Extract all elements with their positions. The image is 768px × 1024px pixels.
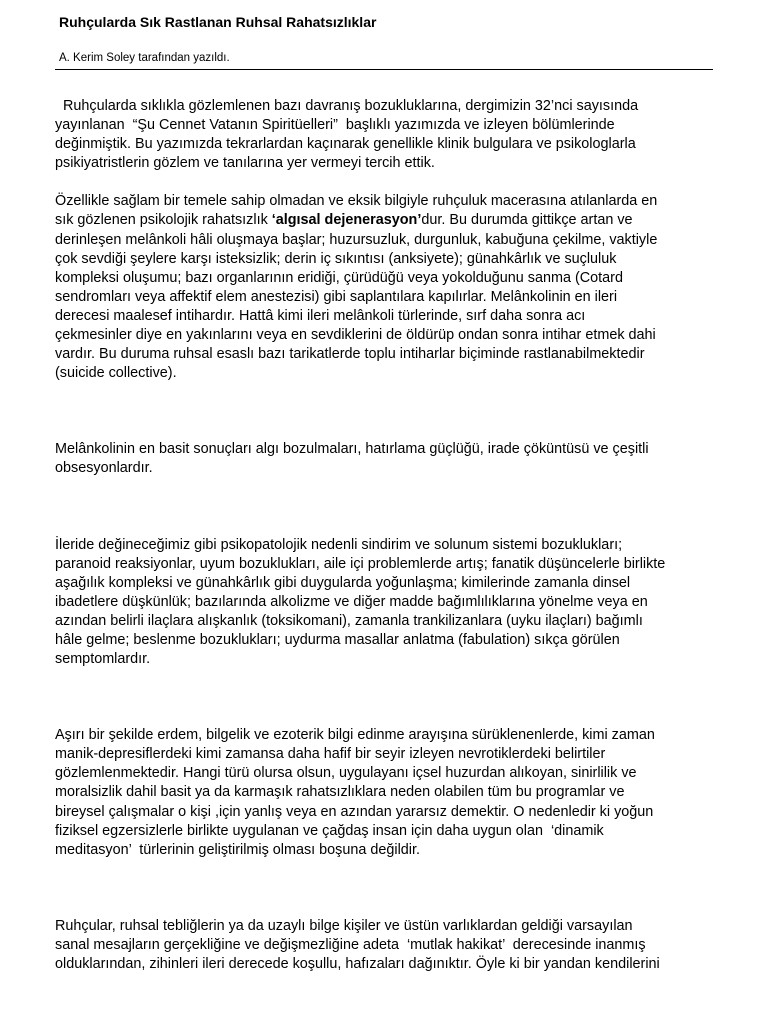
text-line: çok sevdiği şeylere karşı isteksizlik; derin iç sıkıntısı (anksiyete); günahkârlık ve suçluluk [55, 250, 617, 267]
document-title: Ruhçularda Sık Rastlanan Ruhsal Rahatsızlıklar [59, 14, 377, 30]
text-line: yayınlanan “Şu Cennet Vatanın Spiritüelleri” başlıklı yazımızda ve izleyen bölümlerinde [55, 117, 615, 134]
text-line: azından belirli ilaçlara alışkanlık (toksikomani), zamanla trankilizanlara (uyku ilaçları) bağımlı [55, 612, 643, 629]
text-line: (suicide collective). [55, 365, 177, 382]
text-line: moralsizlik dahil basit ya da karmaşık rahatsızlıklara neden olabilen tüm bu programlar ve [55, 784, 625, 801]
text-line: ibadetlere düşkünlük; bazılarında alkolizme ve diğer madde bağımlılıklarına yönelme veya en [55, 593, 648, 610]
author-line: A. Kerim Soley tarafından yazıldı. [59, 52, 230, 64]
text-segment: sık gözlenen psikolojik rahatsızlık [55, 212, 272, 229]
paragraph-symptoms [55, 536, 715, 670]
text-line: Özellikle sağlam bir temele sahip olmadan ve eksik bilgiyle ruhçuluk macerasına atılanlarda en [55, 193, 658, 210]
paragraph-intro [55, 97, 715, 173]
text-line: psikiyatristlerin gözlem ve tanılarına yer vermeyi tercih ettik. [55, 155, 435, 172]
text-line: Aşırı bir şekilde erdem, bilgelik ve ezoterik bilgi edinme arayışına sürüklenenlerde, kimi zaman [55, 727, 655, 744]
text-line: gözlemlenmektedir. Hangi türü olursa olsun, uygulayanı içsel huzurdan alıkoyan, sinirlilik ve [55, 765, 637, 782]
header-divider [55, 69, 713, 70]
text-line: paranoid reaksiyonlar, uyum bozuklukları, aile içi problemlerde artış; fanatik düşüncelerle birlikte [55, 555, 666, 572]
text-line: derecesi maalesef intihardır. Hattâ kimi ileri melânkoli türlerinde, sırf daha sonra acı [55, 307, 586, 324]
text-line: olduklarından, zihinleri ileri derecede koşullu, hafızaları dağınıktır. Öyle ki bir yandan kendilerini [55, 956, 660, 972]
text-line: obsesyonlardır. [55, 460, 153, 477]
text-line: çekmesinler diye en yakınlarını veya en sevdiklerini de öldürüp ondan sonra intihar etmek dahi [55, 327, 656, 344]
text-segment: dur. Bu durumda gittikçe artan ve [421, 212, 633, 229]
text-line: meditasyon’ türlerinin geliştirilmiş olması boşuna değildir. [55, 841, 420, 858]
paragraph-melancholy-results [55, 440, 715, 478]
article-body [55, 97, 715, 974]
paragraph-excessive-seeking [55, 726, 715, 860]
text-line: Ruhçularda sıklıkla gözlemlenen bazı davranış bozukluklarına, dergimizin 32’nci sayısında [55, 98, 639, 114]
paragraph-spiritualists-messages [55, 917, 715, 974]
text-line: değinmiştik. Bu yazımızda tekrarlardan kaçınarak genellikle klinik bulgulara ve psikologlarla [55, 136, 636, 153]
text-line: derinleşen melânkoli hâli oluşmaya başlar; huzursuzluk, durgunluk, kabuğuna çekilme, vaktiyle [55, 231, 658, 248]
text-line: sendromları veya affektif elem anestezisi) gibi saplantılara kapılırlar. Melânkolinin en ileri [55, 288, 618, 305]
text-line: bireysel çalışmalar o kişi ,için yanlış veya en azından yararsız demektir. O nedenledir ki yoğun [55, 803, 654, 820]
text-line: aşağılık kompleksi ve günahkârlık gibi duygularda yoğunlaşma; kimilerinde zamanla dinsel [55, 574, 631, 591]
text-line: vardır. Bu duruma ruhsal esaslı bazı tarikatlerde toplu intiharlar biçiminde rastlanabilmektedir [55, 346, 645, 363]
text-line: manik-depresiflerdeki kimi zamansa daha hafif bir seyir izleyen nevrotiklerdeki belirtiler [55, 746, 606, 763]
text-line-with-emphasis [55, 211, 715, 230]
text-line: semptomlardır. [55, 651, 151, 668]
text-line: İleride değineceğimiz gibi psikopatolojik nedenli sindirim ve solunum sistemi bozuklukları; [55, 536, 623, 553]
text-line: hâle gelme; beslenme bozuklukları; uydurma masallar anlatma (fabulation) sıkça görülen [55, 631, 620, 648]
paragraph-perceptual-degeneration [55, 192, 715, 383]
text-line: Ruhçular, ruhsal tebliğlerin ya da uzaylı bilge kişiler ve üstün varlıklardan geldiği varsayılan [55, 917, 633, 934]
emphasized-term: ‘algısal dejenerasyon’ [271, 212, 422, 229]
text-line: fiziksel egzersizlerle birlikte uygulanan ve çağdaş insan için daha uygun olan ‘dinamik [55, 822, 604, 839]
text-line: Melânkolinin en basit sonuçları algı bozulmaları, hatırlama güçlüğü, irade çöküntüsü ve çeşitli [55, 441, 649, 458]
text-line: sanal mesajların gerçekliğine ve değişmezliğine adeta ‘mutlak hakikat’ derecesinde inanmış [55, 936, 646, 953]
text-line: kompleksi oluşumu; bazı organlarının eridiği, çürüdüğü veya yokolduğunu sanma (Cotard [55, 269, 623, 286]
